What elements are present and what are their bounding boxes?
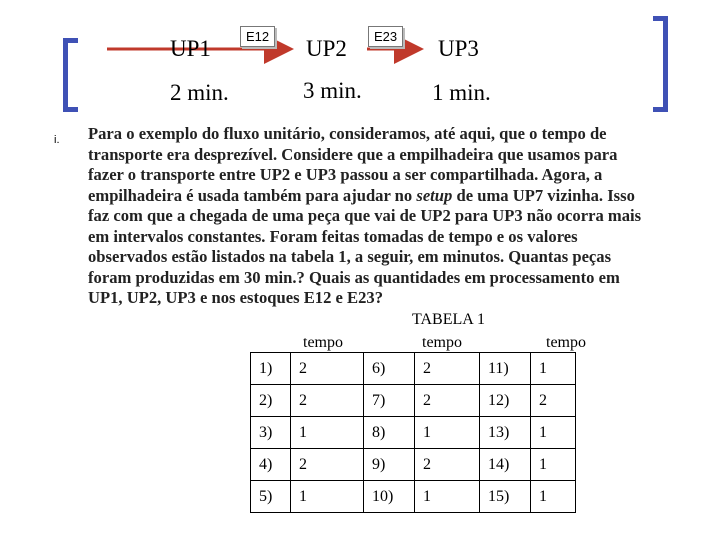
paragraph-italic-term: setup [416,185,453,205]
table-cell: 2 [415,353,480,385]
table-cell: 1 [415,481,480,513]
paragraph-text-start: Para o exemplo do fluxo unitário, consideramos, até aqui, que o tempo de transporte era desprezível. Considere que a empilhadeira que usamos para fazer o transporte entre UP2 e UP3 passou a ser compartilhada. Agora, a empilhadeira é usada também para ajudar no [88,124,618,205]
table-cell: 6) [364,353,415,385]
table-cell: 5) [251,481,291,513]
table-title: TABELA 1 [412,311,485,328]
table-cell: 1 [531,417,576,449]
paragraph-text-end: de uma UP7 vizinha. Isso faz com que a chegada de uma peça que vai de UP2 para UP3 não ocorra mais em intervalos constantes. Foram feitas tomadas de tempo e os valores observados estão listados na tabela 1, a seguir, em minutos. Quantas peças foram produzidas em 30 min.? Quais as quantidades em processamento em UP1, UP2, UP3 e nos estoques E12 e E23? [88,185,642,307]
table-header-tempo-2: tempo [422,334,462,351]
table-cell: 10) [364,481,415,513]
table-cell: 14) [480,449,531,481]
table-cell: 3) [251,417,291,449]
table-cell: 9) [364,449,415,481]
unit-up1-time: 2 min. [170,80,229,105]
unit-up3-time: 1 min. [432,80,491,105]
table-cell: 2) [251,385,291,417]
unit-up2-time: 3 min. [303,78,362,103]
table-cell: 2 [291,353,364,385]
stock-e12-box: E12 [240,26,275,47]
table-header-tempo-1: tempo [303,334,343,351]
table-cell: 11) [480,353,531,385]
table-row [251,481,576,513]
tempo-table [250,352,576,513]
table-cell: 1 [531,449,576,481]
stock-e23-box: E23 [368,26,403,47]
table-cell: 1 [415,417,480,449]
table-header-tempo-3: tempo [546,334,586,351]
table-row [251,353,576,385]
table-cell: 13) [480,417,531,449]
table-cell: 2 [415,385,480,417]
table-row [251,417,576,449]
table-cell: 15) [480,481,531,513]
table-cell: 2 [291,385,364,417]
table-cell: 1) [251,353,291,385]
table-row [251,449,576,481]
table-cell: 12) [480,385,531,417]
table-cell: 7) [364,385,415,417]
list-bullet: i. [54,134,60,146]
table-cell: 4) [251,449,291,481]
table-cell: 8) [364,417,415,449]
table-row [251,385,576,417]
table-cell: 2 [291,449,364,481]
table-cell: 1 [291,481,364,513]
unit-up1-label: UP1 [170,36,211,61]
unit-up3-label: UP3 [438,36,479,61]
table-cell: 2 [415,449,480,481]
problem-paragraph [88,124,648,309]
table-cell: 1 [531,353,576,385]
table-cell: 1 [531,481,576,513]
table-cell: 2 [531,385,576,417]
table-cell: 1 [291,417,364,449]
unit-up2-label: UP2 [306,36,347,61]
